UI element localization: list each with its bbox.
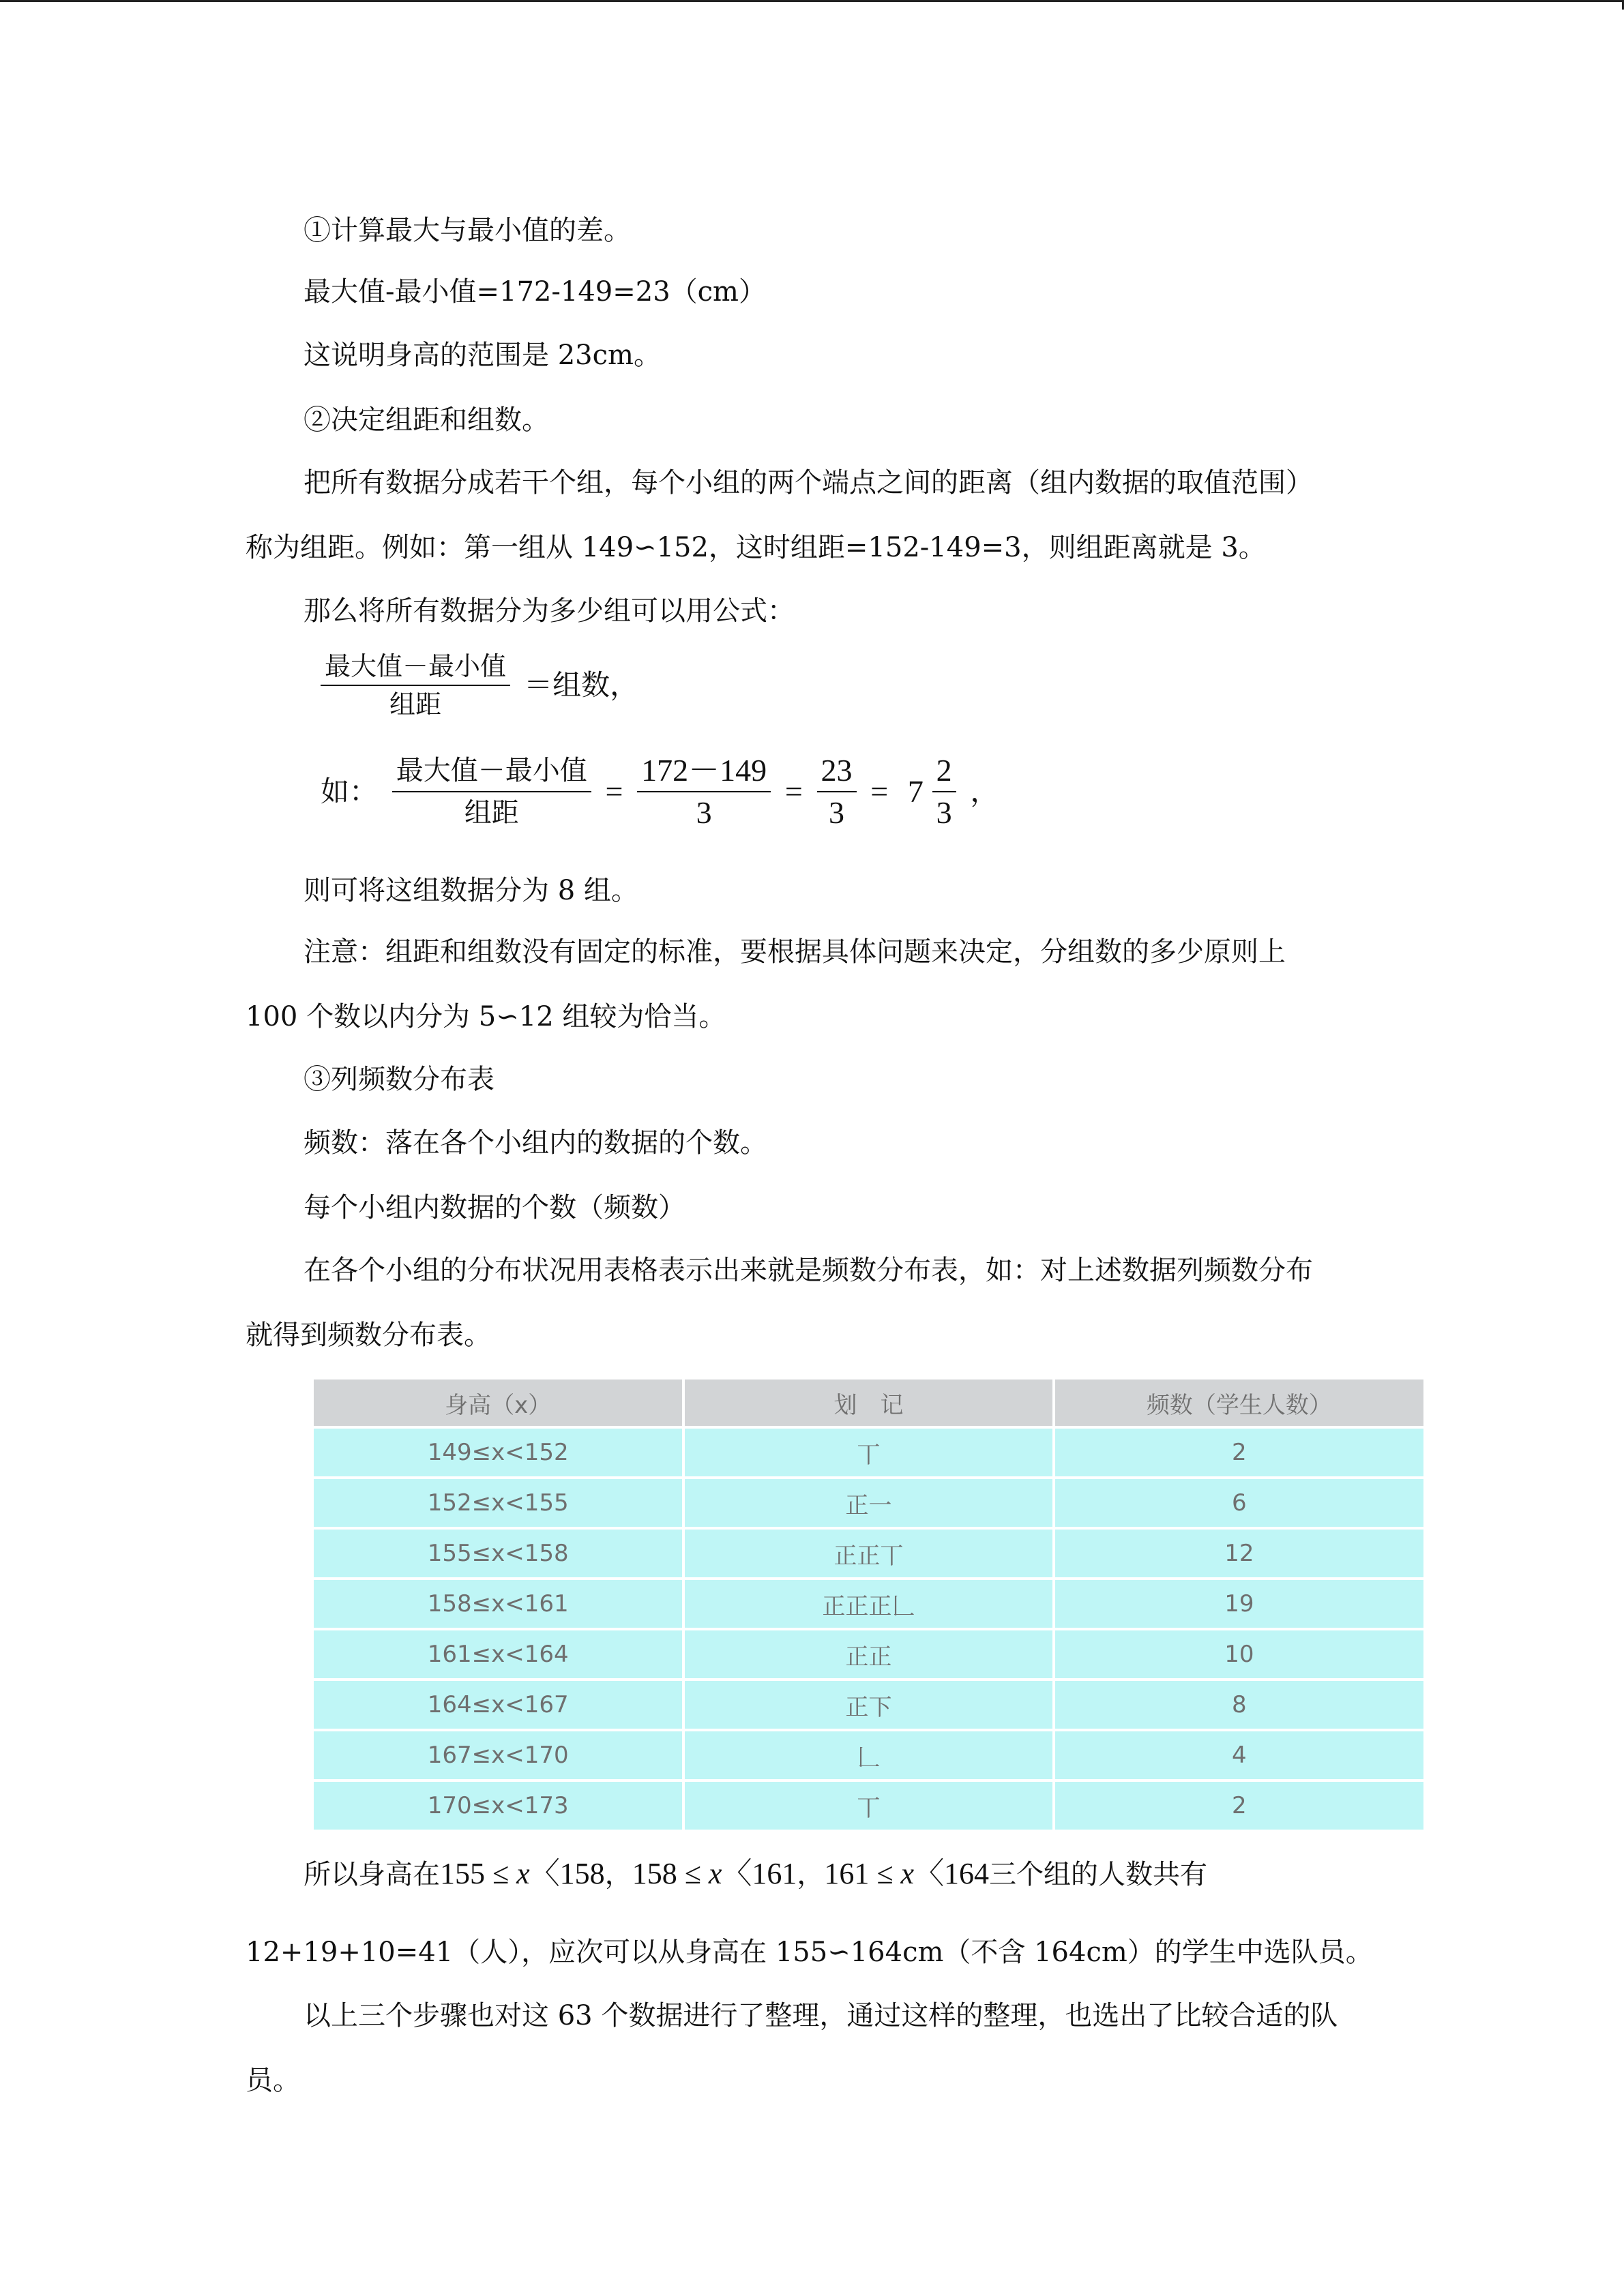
range-calculation: 最大值-最小值=172-149=23（cm）: [304, 276, 766, 308]
frequency-count: 6: [1054, 1478, 1423, 1528]
summary-line-1: [304, 1855, 1207, 1894]
table-row: [314, 1780, 1423, 1830]
tally-marks: 丅: [683, 1780, 1053, 1830]
example-words-denominator: 组距: [392, 791, 591, 833]
summary-line-2: 12+19+10=41（人），应次可以从身高在 155∽164cm（不含 164cm）的学生中选队员。: [246, 1937, 1373, 1968]
summary-lead: 所以身高在: [304, 1859, 440, 1890]
frequency-definition: 频数：落在各个小组内的数据的个数。: [304, 1127, 767, 1159]
note-line-2: 100 个数以内分为 5∽12 组较为恰当。: [246, 1001, 726, 1032]
height-range: 164≤x<167: [314, 1680, 683, 1730]
equals-sign: =: [605, 774, 623, 809]
height-range: 152≤x<155: [314, 1478, 683, 1528]
header-frequency: 频数（学生人数）: [1054, 1380, 1423, 1427]
height-range: 161≤x<164: [314, 1629, 683, 1680]
tally-marks: 正正正𠃊: [683, 1579, 1053, 1629]
formula-result: ＝组数，: [524, 668, 639, 702]
mixed-whole: 7: [907, 774, 924, 809]
variable-x: x: [900, 1857, 915, 1890]
table-intro-line-1: 在各个小组的分布状况用表格表示出来就是频数分布表，如：对上述数据列频数分布: [304, 1255, 1313, 1286]
frequency-distribution-table: [314, 1380, 1423, 1830]
tally-marks: 丅: [683, 1427, 1053, 1478]
table-row: [314, 1528, 1423, 1579]
header-height: 身高（x）: [314, 1380, 683, 1427]
group-count-intro: 那么将所有数据分为多少组可以用公式：: [304, 595, 795, 627]
table-row: [314, 1478, 1423, 1528]
summary-separator: ，: [604, 1859, 632, 1890]
tally-marks: 正下: [683, 1680, 1053, 1730]
equals-sign: =: [870, 774, 889, 809]
table-intro-line-2: 就得到频数分布表。: [246, 1320, 491, 1351]
group-count-conclusion: 则可将这组数据分为 8 组。: [304, 875, 638, 906]
table-row: [314, 1579, 1423, 1629]
closing-line-2: 员。: [246, 2065, 300, 2096]
frequency-note: 每个小组内数据的个数（频数）: [304, 1192, 685, 1223]
summary-separator: ，: [797, 1859, 825, 1890]
range-161-lower: 161 ≤: [824, 1857, 901, 1890]
height-range: 170≤x<173: [314, 1780, 683, 1830]
mixed-numerator: 2: [936, 753, 952, 788]
range-numerator: 23: [821, 753, 853, 788]
values-numerator: 172－149: [641, 753, 767, 788]
example-fraction-range: [817, 750, 857, 833]
tally-marks: 正正: [683, 1629, 1053, 1680]
range-155-lower: 155 ≤: [440, 1857, 517, 1890]
variable-x: x: [708, 1857, 722, 1890]
frequency-count: 12: [1054, 1528, 1423, 1579]
group-width-definition: 把所有数据分成若干个组，每个小组的两个端点之间的距离（组内数据的取值范围）: [304, 467, 1313, 498]
frequency-count: 2: [1054, 1427, 1423, 1478]
summary-tail: 三个组的人数共有: [989, 1859, 1208, 1890]
header-tally: 划 记: [683, 1380, 1053, 1427]
height-range: 155≤x<158: [314, 1528, 683, 1579]
mixed-fraction: [932, 750, 956, 833]
example-prefix: 如：: [321, 775, 379, 808]
range-158-lower: 158 ≤: [632, 1857, 709, 1890]
group-count-formula: [321, 648, 644, 723]
note-line-1: 注意：组距和组数没有固定的标准，要根据具体问题来决定，分组数的多少原则上: [304, 936, 1286, 968]
table-row: [314, 1730, 1423, 1780]
height-range: 167≤x<170: [314, 1730, 683, 1780]
range-explanation: 这说明身高的范围是 23cm。: [304, 340, 661, 371]
formula-fraction: [321, 648, 510, 723]
frequency-count: 2: [1054, 1780, 1423, 1830]
formula-numerator: 最大值－最小值: [325, 651, 507, 681]
table-header-row: [314, 1380, 1423, 1427]
tally-marks: 正正丅: [683, 1528, 1053, 1579]
group-width-example: 称为组距。例如：第一组从 149∽152，这时组距=152-149=3，则组距离就是 3。: [246, 532, 1266, 563]
frequency-count: 4: [1054, 1730, 1423, 1780]
range-denominator: 3: [817, 791, 857, 833]
equals-sign: =: [784, 774, 803, 809]
height-range: 149≤x<152: [314, 1427, 683, 1478]
height-range: 158≤x<161: [314, 1579, 683, 1629]
table-row: [314, 1629, 1423, 1680]
frequency-count: 19: [1054, 1579, 1423, 1629]
closing-line-1: 以上三个步骤也对这 63 个数据进行了整理，通过这样的整理，也选出了比较合适的队: [304, 2000, 1338, 2031]
frequency-count: 8: [1054, 1680, 1423, 1730]
table-row: [314, 1427, 1423, 1478]
values-denominator: 3: [637, 791, 771, 833]
example-fraction-words: [392, 750, 591, 833]
frequency-count: 10: [1054, 1629, 1423, 1680]
mixed-denominator: 3: [932, 791, 956, 833]
formula-comma: ，: [970, 775, 999, 808]
variable-x: x: [516, 1857, 530, 1890]
example-words-numerator: 最大值－最小值: [396, 755, 587, 786]
example-fraction-values: [637, 750, 771, 833]
step1-heading: ①计算最大与最小值的差。: [304, 215, 631, 246]
range-161-upper: 〈164: [914, 1857, 990, 1890]
range-158-upper: 〈161: [722, 1857, 797, 1890]
table-row: [314, 1680, 1423, 1730]
tally-marks: 正一: [683, 1478, 1053, 1528]
formula-denominator: 组距: [321, 685, 510, 723]
tally-marks: 𠃊: [683, 1730, 1053, 1780]
range-155-upper: 〈158: [529, 1857, 605, 1890]
group-count-example-formula: [321, 750, 1004, 833]
step2-heading: ②决定组距和组数。: [304, 404, 549, 436]
step3-heading: ③列频数分布表: [304, 1064, 494, 1095]
